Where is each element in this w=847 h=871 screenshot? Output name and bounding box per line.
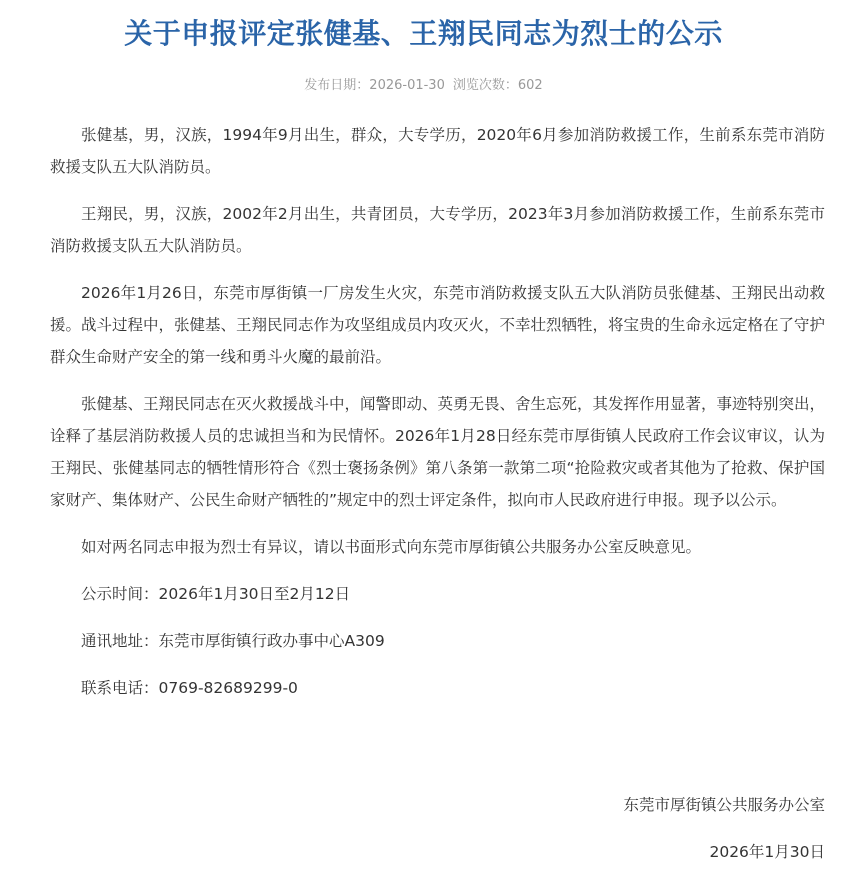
paragraph-incident: 2026年1月26日，东莞市厚街镇一厂房发生火灾，东莞市消防救援支队五大队消防员张健基、王翔民出动救援。战斗过程中，张健基、王翔民同志作为攻坚组成员内攻灭火，不幸壮烈牺牲，将宝贵的生命永远定格在了守护群众生命财产安全的第一线和勇斗火魔的最前沿。 — [50, 284, 826, 366]
signature-date: 2026年1月30日 — [709, 843, 825, 861]
mailing-address — [50, 625, 825, 657]
publish-date-label: 发布日期： — [304, 78, 370, 93]
contact-phone-label: 联系电话： — [81, 679, 159, 697]
paragraph-objection-notice: 如对两名同志申报为烈士有异议，请以书面形式向东莞市厚街镇公共服务办公室反映意见。 — [81, 538, 702, 556]
paragraph-wang-profile: 王翔民，男，汉族，2002年2月出生，共青团员，大专学历，2023年3月参加消防救援工作，生前系东莞市消防救援支队五大队消防员。 — [50, 205, 825, 255]
notice-period-label: 公示时间： — [81, 585, 159, 603]
view-count: 602 — [517, 78, 543, 93]
notice-period — [50, 578, 825, 610]
mailing-address-value: 东莞市厚街镇行政办事中心A309 — [158, 632, 385, 650]
notice-period-value: 2026年1月30日至2月12日 — [158, 585, 351, 603]
article-meta — [0, 76, 847, 96]
contact-phone — [50, 672, 825, 704]
paragraph-zhang-profile: 张健基，男，汉族，1994年9月出生，群众，大专学历，2020年6月参加消防救援工作，生前系东莞市消防救援支队五大队消防员。 — [50, 126, 825, 176]
publish-date: 2026-01-30 — [369, 78, 445, 93]
article-body — [50, 119, 825, 719]
paragraph-evaluation: 张健基、王翔民同志在灭火救援战斗中，闻警即动、英勇无畏、舍生忘死，其发挥作用显著，事迹特别突出，诠释了基层消防救援人员的忠诚担当和为民情怀。2026年1月28日经东莞市厚街镇人民政府工作会议审议，认为王翔民、张健基同志的牺牲情形符合《烈士褒扬条例》第八条第一款第二项“抢险救灾或者其他为了抢救、保护国家财产、集体财产、公民生命财产牺牲的”规定中的烈士评定条件，拟向市人民政府进行申报。现予以公示。 — [50, 395, 826, 509]
mailing-address-label: 通讯地址： — [81, 632, 159, 650]
page-title: 关于申报评定张健基、王翔民同志为烈士的公示 — [124, 17, 723, 50]
contact-phone-value: 0769-82689299-0 — [158, 679, 298, 697]
signature-organization: 东莞市厚街镇公共服务办公室 — [623, 796, 825, 814]
view-count-label: 浏览次数： — [452, 78, 518, 93]
